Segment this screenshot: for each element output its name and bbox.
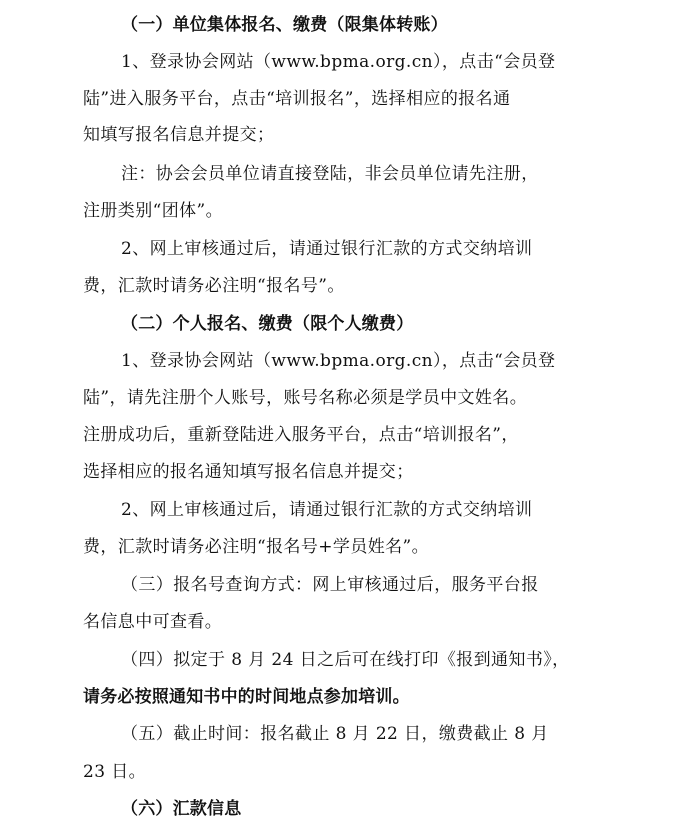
section1-item1-line1: 1、登录协会网站（www.bpma.org.cn），点击“会员登: [121, 52, 556, 72]
section2-item1-line1: 1、登录协会网站（www.bpma.org.cn），点击“会员登: [121, 351, 556, 371]
section1-note-line2: 注册类别“团体”。: [83, 201, 223, 221]
section4-line2-bold: 请务必按照通知书中的时间地点参加培训。: [83, 687, 410, 707]
section2-heading: （二）个人报名、缴费（限个人缴费）: [121, 314, 414, 334]
section3-line1: （三）报名号查询方式：网上审核通过后，服务平台报: [121, 575, 539, 595]
section1-item1-line3: 知填写报名信息并提交；: [83, 125, 275, 145]
section6-heading: （六）汇款信息: [121, 799, 242, 819]
section2-item1-line3: 注册成功后，重新登陆进入服务平台，点击“培训报名”，: [83, 425, 519, 445]
section1-item2-line1: 2、网上审核通过后，请通过银行汇款的方式交纳培训: [121, 239, 533, 259]
section1-note-line1: 注：协会会员单位请直接登陆，非会员单位请先注册，: [121, 164, 539, 184]
section3-line2: 名信息中可查看。: [83, 612, 223, 632]
section1-item2-line2: 费，汇款时请务必注明“报名号”。: [83, 276, 345, 296]
section2-item2-line2: 费，汇款时请务必注明“报名号+学员姓名”。: [83, 537, 430, 557]
section2-item1-line4: 选择相应的报名通知填写报名信息并提交；: [83, 462, 414, 482]
section2-item1-line2: 陆”，请先注册个人账号，账号名称必须是学员中文姓名。: [83, 388, 528, 408]
section1-heading: （一）单位集体报名、缴费（限集体转账）: [121, 15, 448, 35]
section4-line1: （四）拟定于 8 月 24 日之后可在线打印《报到通知书》，: [121, 650, 570, 670]
section5-line1: （五）截止时间：报名截止 8 月 22 日，缴费截止 8 月: [121, 724, 549, 744]
section1-item1-line2: 陆”进入服务平台，点击“培训报名”，选择相应的报名通: [83, 89, 511, 109]
section2-item2-line1: 2、网上审核通过后，请通过银行汇款的方式交纳培训: [121, 500, 533, 520]
section5-line2: 23 日。: [83, 762, 147, 782]
